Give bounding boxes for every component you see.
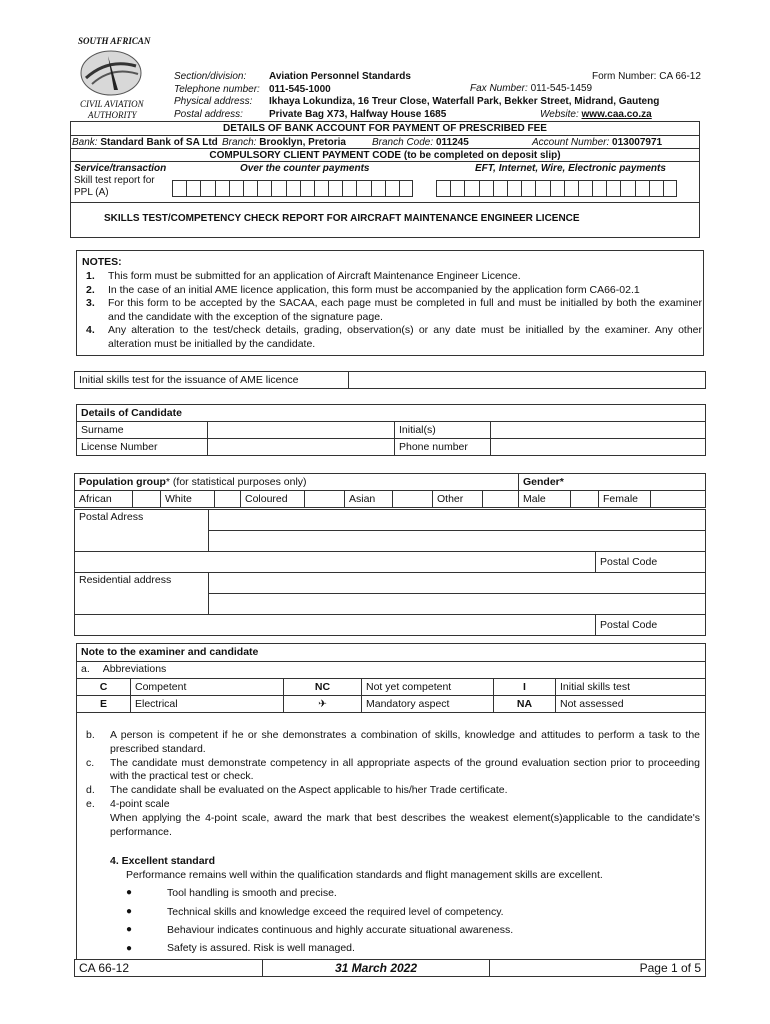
residential-line-3[interactable] (75, 615, 596, 636)
examiner-item (86, 729, 700, 757)
gender-female: Female (599, 491, 651, 508)
population-heading-suffix: * (for statistical purposes only) (165, 476, 307, 488)
org-name-top: SOUTH AFRICAN (78, 36, 151, 46)
group-coloured: Coloured (241, 491, 305, 508)
fax-row (470, 83, 592, 94)
initial-test-table (74, 371, 706, 389)
caa-logo-icon (78, 48, 144, 98)
branch-code-row (372, 137, 469, 148)
item-text: A person is competent if he or she demonstrates a combination of skills, knowledge and attitudes to perform a task to the prescribed standard. (110, 729, 700, 755)
divider (70, 148, 700, 149)
note-number: 1. (86, 270, 95, 282)
item-num: c. (86, 756, 95, 769)
notes-heading: NOTES: (82, 256, 122, 268)
service-line-2: PPL (A) (74, 187, 109, 198)
initial-test-field[interactable] (349, 372, 706, 389)
service-line-1: Skill test report for (74, 175, 155, 186)
section-value: Aviation Personnel Standards (269, 71, 411, 82)
postal-address-line-1[interactable] (209, 510, 706, 531)
account-label: Account Number: (532, 137, 610, 148)
abbr-mandatory-desc: Mandatory aspect (362, 696, 494, 713)
excellent-heading: 4. Excellent standard (110, 855, 216, 867)
examiner-heading: Note to the examiner and candidate (81, 646, 259, 658)
license-label: License Number (77, 439, 208, 456)
gender-male: Male (519, 491, 571, 508)
candidate-heading: Details of Candidate (77, 405, 706, 422)
bank-label: Bank: (72, 137, 98, 148)
bullet-icon: ● (126, 943, 133, 954)
bullet-text: Behaviour indicates continuous and highly accurate situational awareness. (167, 924, 514, 936)
group-african: African (75, 491, 133, 508)
gender-female-check[interactable] (651, 491, 706, 508)
payment-code-title: COMPULSORY CLIENT PAYMENT CODE (to be completed on deposit slip) (209, 150, 561, 161)
bank-title: DETAILS OF BANK ACCOUNT FOR PAYMENT OF PRESCRIBED FEE (223, 123, 547, 134)
website-label: Website: (540, 109, 579, 120)
footer-date: 31 March 2022 (263, 960, 490, 977)
divider (70, 161, 700, 162)
initials-field[interactable] (491, 422, 706, 439)
note-item (82, 297, 702, 324)
branch-label: Branch: (222, 137, 257, 148)
page-title: SKILLS TEST/COMPETENCY CHECK REPORT FOR AIRCRAFT MAINTENANCE ENGINEER LICENCE (104, 213, 580, 224)
postal-label: Postal address: (174, 108, 243, 120)
eft-header: EFT, Internet, Wire, Electronic payments (475, 163, 666, 174)
item-a-num: a. (81, 663, 90, 675)
residential-line-2[interactable] (209, 594, 706, 615)
item-num: d. (86, 784, 95, 797)
airplane-icon: ✈ (284, 696, 362, 713)
abbr-i-desc: Initial skills test (556, 679, 706, 696)
branch-code-label: Branch Code: (372, 137, 434, 148)
fax-value: 011-545-1459 (530, 83, 593, 94)
license-field[interactable] (208, 439, 395, 456)
candidate-table (76, 404, 706, 456)
abbreviations-table (76, 678, 706, 713)
fax-label: Fax Number: (470, 83, 528, 94)
abbr-na: NA (494, 696, 556, 713)
item-num: e. (86, 797, 95, 810)
gender-heading: Gender* (519, 474, 706, 491)
branch-row (222, 137, 346, 148)
footer-form: CA 66-12 (75, 960, 263, 977)
surname-label: Surname (77, 422, 208, 439)
section-label: Section/division: (174, 71, 247, 82)
group-asian: Asian (345, 491, 393, 508)
caa-logo (78, 48, 144, 98)
abbr-c: C (77, 679, 131, 696)
form-number: Form Number: CA 66-12 (592, 71, 701, 82)
postal-code-label: Postal Code (596, 552, 706, 573)
counter-header: Over the counter payments (240, 163, 370, 174)
examiner-item (86, 757, 700, 785)
bullet-icon: ● (126, 924, 133, 935)
group-white-check[interactable] (215, 491, 241, 508)
telephone-value: 011-545-1000 (269, 83, 331, 95)
account-value: 013007971 (612, 137, 663, 148)
note-item (82, 324, 702, 351)
phone-field[interactable] (491, 439, 706, 456)
postal-value: Private Bag X73, Halfway House 1685 (269, 108, 447, 120)
abbr-na-desc: Not assessed (556, 696, 706, 713)
postal-address-label: Postal Adress (75, 510, 209, 552)
note-text: This form must be submitted for an application of Aircraft Maintenance Engineer Licence. (108, 270, 521, 282)
bullet-icon: ● (126, 887, 133, 898)
item-text: 4-point scale (110, 797, 170, 810)
account-row (532, 137, 662, 148)
org-name-bottom-2: AUTHORITY (88, 110, 137, 120)
note-number: 4. (86, 324, 95, 336)
gender-male-check[interactable] (571, 491, 599, 508)
note-item (82, 270, 702, 284)
population-heading (75, 474, 519, 491)
item-a-text: Abbreviations (102, 663, 167, 675)
counter-code-boxes[interactable] (172, 180, 413, 197)
postal-address-line-2[interactable] (209, 531, 706, 552)
bank-row (72, 137, 218, 148)
telephone-label: Telephone number: (174, 83, 260, 95)
bullet-text: Safety is assured. Risk is well managed. (167, 942, 355, 954)
residential-label: Residential address (75, 573, 209, 615)
website-link[interactable]: www.caa.co.za (581, 109, 652, 120)
website-row (540, 109, 652, 120)
abbr-e-desc: Electrical (131, 696, 284, 713)
surname-field[interactable] (208, 422, 395, 439)
physical-value: Ikhaya Lokundiza, 16 Treur Close, Waterfall Park, Bekker Street, Midrand, Gauteng (269, 96, 660, 107)
bullet-text: Technical skills and knowledge exceed the required level of competency. (167, 906, 504, 918)
abbr-e: E (77, 696, 131, 713)
address-table (74, 509, 706, 636)
divider (70, 135, 700, 136)
item-text: The candidate shall be evaluated on the Aspect applicable to his/her Trade certificate. (110, 784, 508, 797)
note-item (82, 284, 702, 298)
group-asian-check[interactable] (393, 491, 433, 508)
initials-label: Initial(s) (395, 422, 491, 439)
physical-label: Physical address: (174, 96, 253, 107)
initial-test-label: Initial skills test for the issuance of AME licence (75, 372, 349, 389)
postal-address-line-3[interactable] (75, 552, 596, 573)
excellent-desc: Performance remains well within the qualification standards and flight management skills are excellent. (126, 869, 603, 881)
branch-value: Brooklyn, Pretoria (259, 137, 346, 148)
abbreviations-label (81, 663, 166, 675)
group-other-check[interactable] (483, 491, 519, 508)
group-white: White (161, 491, 215, 508)
group-african-check[interactable] (133, 491, 161, 508)
note-number: 3. (86, 297, 95, 309)
eft-code-boxes[interactable] (436, 180, 677, 197)
divider (76, 661, 706, 662)
scale-intro: When applying the 4-point scale, award the mark that best describes the weakest element(s)applicable to the candidate's performance. (110, 811, 700, 838)
header-labels (174, 71, 260, 121)
org-name-bottom-1: CIVIL AVIATION (80, 99, 144, 109)
examiner-items (86, 729, 700, 839)
note-text: Any alteration to the test/check details, grading, observation(s) or any date must be initialled by the examiner. Any other alteration must be initialled by the candidate. (108, 324, 702, 350)
abbr-nc-desc: Not yet competent (362, 679, 494, 696)
item-text: The candidate must demonstrate competency in all appropriate aspects of the ground evaluation section prior to proceeding with the practical test or check. (110, 756, 700, 783)
phone-label: Phone number (395, 439, 491, 456)
bullet-icon: ● (126, 906, 133, 917)
service-value (74, 175, 155, 199)
examiner-item (86, 784, 700, 798)
postal-code-2-label: Postal Code (596, 615, 706, 636)
abbr-nc: NC (284, 679, 362, 696)
population-heading-bold: Population group (79, 476, 166, 488)
abbr-c-desc: Competent (131, 679, 284, 696)
footer-table (74, 959, 706, 977)
group-coloured-check[interactable] (305, 491, 345, 508)
note-number: 2. (86, 283, 95, 296)
bank-value: Standard Bank of SA Ltd (100, 137, 218, 148)
abbr-i: I (494, 679, 556, 696)
branch-code-value: 011245 (435, 137, 469, 148)
item-num: b. (86, 729, 95, 741)
bullet-text: Tool handling is smooth and precise. (167, 887, 337, 899)
service-header: Service/transaction (74, 163, 167, 174)
residential-line-1[interactable] (209, 573, 706, 594)
examiner-item (86, 798, 700, 812)
population-table (74, 473, 706, 508)
notes-list (82, 270, 702, 351)
note-text: In the case of an initial AME licence application, this form must be accompanied by the application form CA66-02.1 (108, 283, 640, 296)
group-other: Other (433, 491, 483, 508)
footer-page: Page 1 of 5 (490, 960, 706, 977)
note-text: For this form to be accepted by the SACAA, each page must be completed in full and must be initialled by both the examiner and the candidate with the exception of the signature page. (108, 297, 702, 323)
